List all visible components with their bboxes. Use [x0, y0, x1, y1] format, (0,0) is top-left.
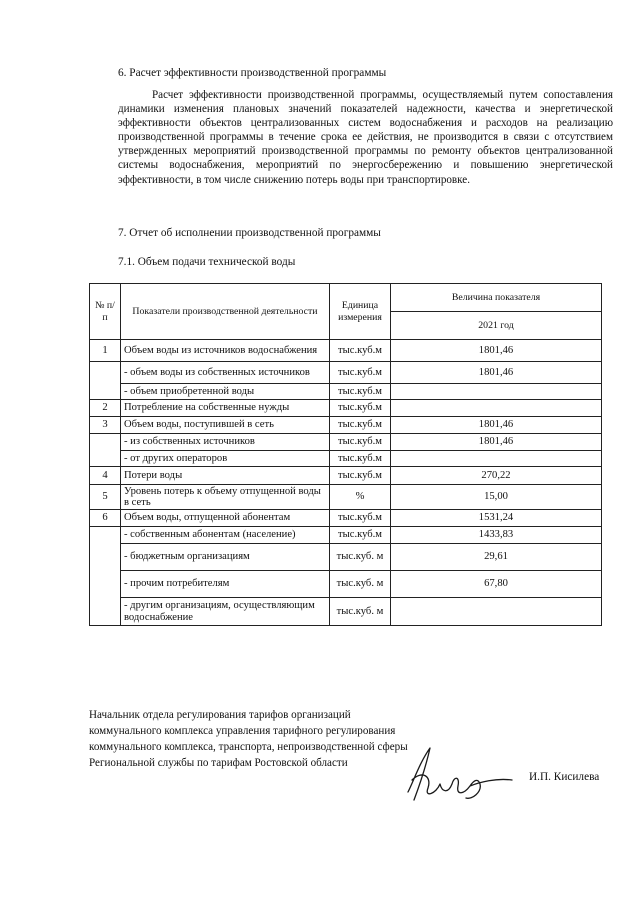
table-row: [90, 340, 602, 362]
section-6-title: 6. Расчет эффективности производственной программы: [118, 67, 387, 79]
row-value-cell: 29,61: [391, 544, 602, 571]
row-indicator-cell: Объем воды, отпущенной абонентам: [121, 510, 330, 527]
row-indicator-cell: - бюджетным организациям: [121, 544, 330, 571]
row-unit-cell: тыс.куб.м: [330, 451, 391, 467]
row-indicator-cell: - объем воды из собственных источников: [121, 362, 330, 384]
water-supply-table: [89, 283, 602, 626]
header-indicator: Показатели производственной деятельности: [121, 284, 330, 340]
row-indicator-cell: Потребление на собственные нужды: [121, 400, 330, 417]
row-indicator-cell: - другим организациям, осуществляющим водоснабжение: [121, 598, 330, 626]
row-unit-cell: тыс.куб.м: [330, 384, 391, 400]
row-unit-cell: тыс.куб.м: [330, 467, 391, 485]
row-value-cell: 1433,83: [391, 527, 602, 544]
row-indicator-cell: - прочим потребителям: [121, 571, 330, 598]
section-6-paragraph: Расчет эффективности производственной программы, осуществляемый путем сопоставления динамики изменения плановых значений показателей надежности, качества и энергетической эффективности объектов централизованных систем водоснабжения и расходов на реализацию производственной программы в течение срока ее действия, не производится в связи с отсутствием утвержденных мероприятий производственной программы по ремонту объектов централизованной системы водоснабжения, мероприятий по энергосбережению и повышению энергетической эффективности, в том числе снижению потерь воды при транспортировке.: [118, 89, 613, 186]
row-num-cell: 6: [90, 510, 121, 527]
row-indicator-cell: Объем воды из источников водоснабжения: [121, 340, 330, 362]
row-value-cell: 15,00: [391, 485, 602, 510]
row-indicator-cell: Уровень потерь к объему отпущенной воды в сеть: [121, 485, 330, 510]
row-value-cell: [391, 384, 602, 400]
row-indicator-cell: - от других операторов: [121, 451, 330, 467]
row-value-cell: [391, 400, 602, 417]
row-unit-cell: тыс.куб.м: [330, 400, 391, 417]
row-value-cell: 1801,46: [391, 340, 602, 362]
row-num-cell: 4: [90, 467, 121, 485]
row-value-cell: 67,80: [391, 571, 602, 598]
table-row: [90, 598, 602, 626]
row-value-cell: 1801,46: [391, 362, 602, 384]
signatory-name: И.П. Кисилева: [529, 771, 600, 783]
row-indicator-cell: - объем приобретенной воды: [121, 384, 330, 400]
table-row: [90, 527, 602, 544]
row-unit-cell: тыс.куб.м: [330, 362, 391, 384]
table-row: [90, 510, 602, 527]
table-row: [90, 485, 602, 510]
header-unit: Единица измерения: [330, 284, 391, 340]
header-num: № п/п: [90, 284, 121, 340]
row-value-cell: 1801,46: [391, 434, 602, 451]
table-row: [90, 451, 602, 467]
row-num-cell: [90, 362, 121, 400]
row-unit-cell: тыс.куб.м: [330, 510, 391, 527]
row-unit-cell: тыс.куб. м: [330, 598, 391, 626]
table-row: [90, 571, 602, 598]
row-value-cell: 1531,24: [391, 510, 602, 527]
row-num-cell: 1: [90, 340, 121, 362]
row-unit-cell: %: [330, 485, 391, 510]
row-num-cell: 3: [90, 417, 121, 434]
row-indicator-cell: - из собственных источников: [121, 434, 330, 451]
row-value-cell: 1801,46: [391, 417, 602, 434]
section-7-1-subtitle: 7.1. Объем подачи технической воды: [118, 256, 296, 268]
row-unit-cell: тыс.куб. м: [330, 571, 391, 598]
row-indicator-cell: Потери воды: [121, 467, 330, 485]
row-unit-cell: тыс.куб.м: [330, 527, 391, 544]
row-unit-cell: тыс.куб.м: [330, 340, 391, 362]
header-year: 2021 год: [391, 312, 602, 340]
section-7-title: 7. Отчет об исполнении производственной программы: [118, 227, 381, 239]
row-num-cell: [90, 434, 121, 467]
table-row: [90, 384, 602, 400]
row-num-cell: 5: [90, 485, 121, 510]
row-value-cell: 270,22: [391, 467, 602, 485]
row-num-cell: 2: [90, 400, 121, 417]
table-row: [90, 467, 602, 485]
table-row: [90, 544, 602, 571]
table-row: [90, 362, 602, 384]
row-num-cell: [90, 527, 121, 626]
row-value-cell: [391, 598, 602, 626]
row-indicator-cell: Объем воды, поступившей в сеть: [121, 417, 330, 434]
row-indicator-cell: - собственным абонентам (население): [121, 527, 330, 544]
signatory-position: Начальник отдела регулирования тарифов организаций коммунального комплекса управления тарифного регулирования коммунального комплекса, транспорта, непроизводственной сферы Региональной службы по тарифам Ростовской области: [89, 709, 408, 769]
handwritten-signature: [400, 740, 520, 810]
row-unit-cell: тыс.куб. м: [330, 544, 391, 571]
row-unit-cell: тыс.куб.м: [330, 434, 391, 451]
header-value: Величина показателя: [391, 284, 602, 312]
table-row: [90, 400, 602, 417]
row-unit-cell: тыс.куб.м: [330, 417, 391, 434]
table-row: [90, 434, 602, 451]
row-value-cell: [391, 451, 602, 467]
table-row: [90, 417, 602, 434]
